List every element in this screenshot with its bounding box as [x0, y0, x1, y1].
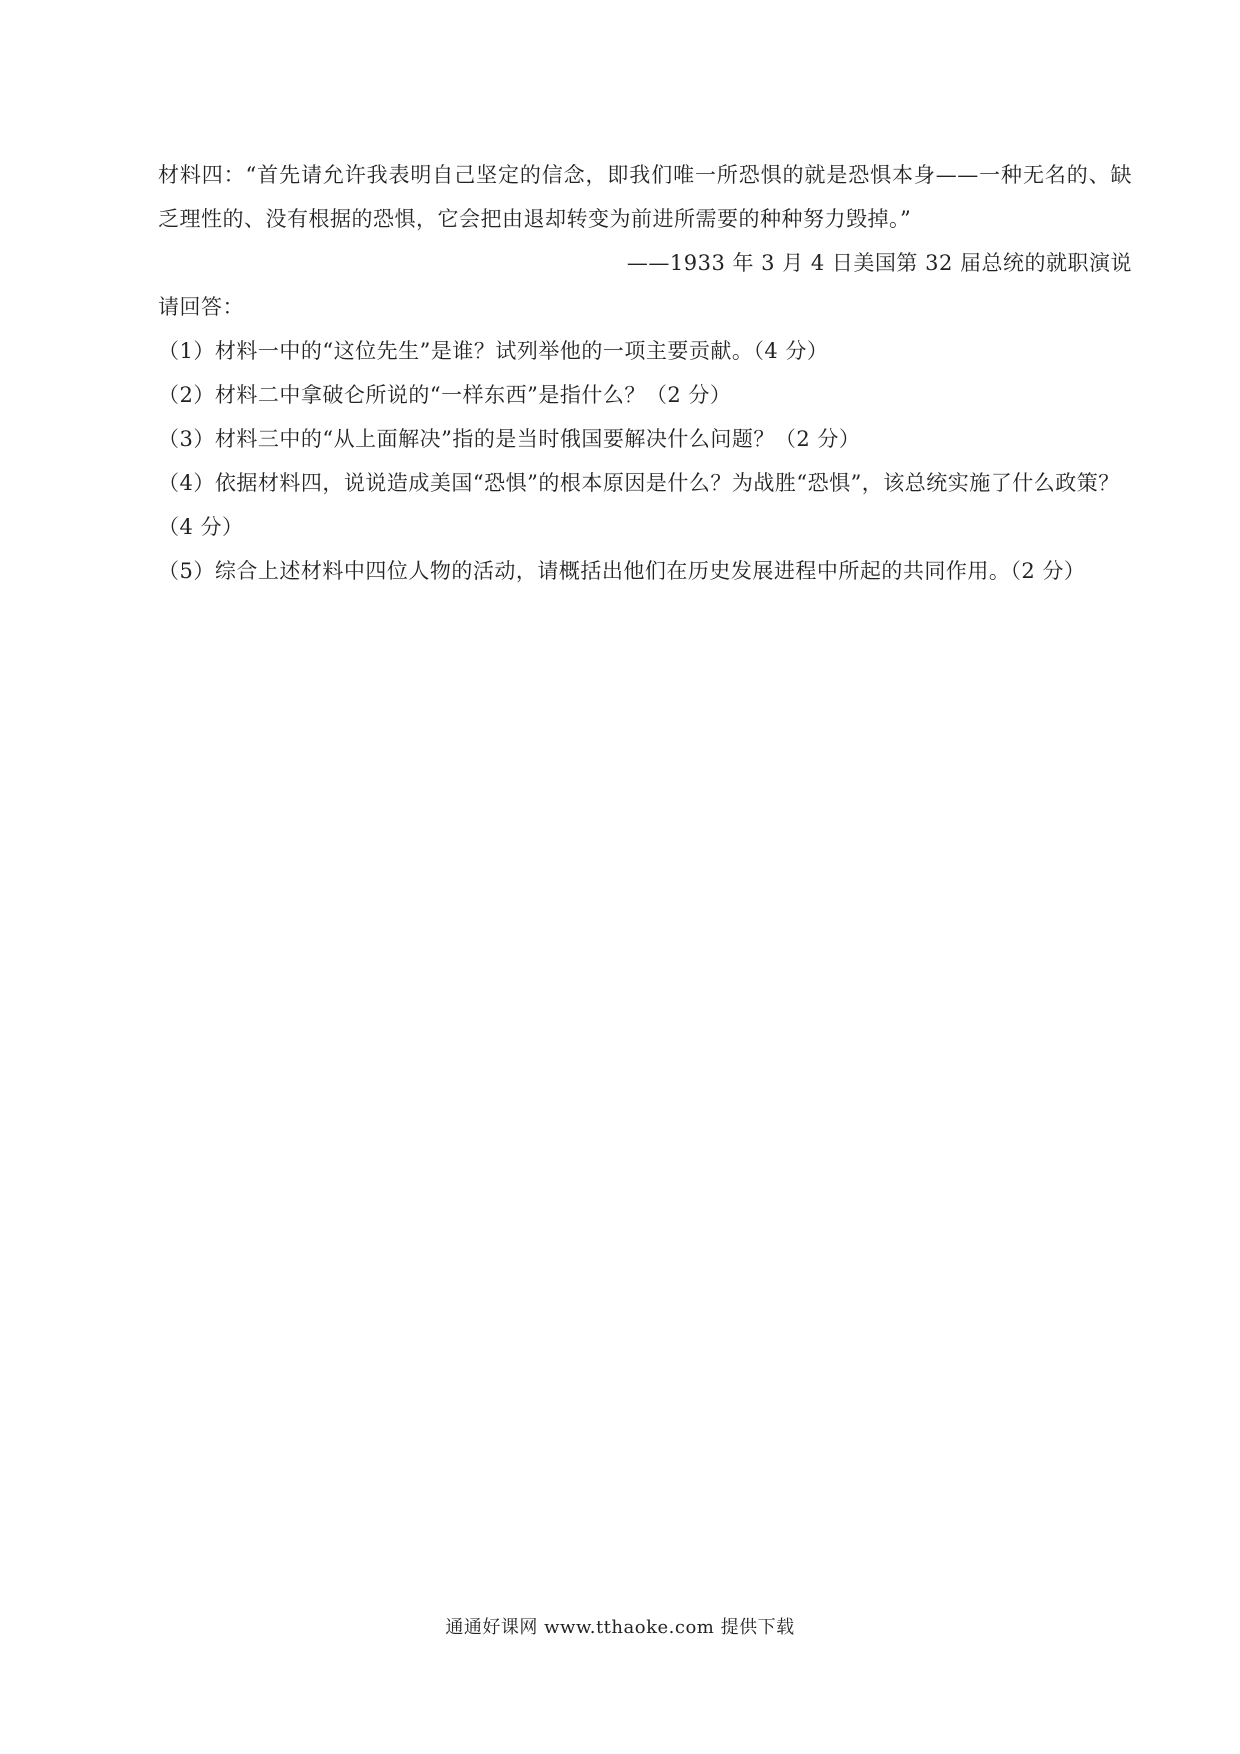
material-four-source: ——1933 年 3 月 4 日美国第 32 届总统的就职演说 [626, 251, 1132, 275]
answer-prompt: 请回答： [158, 295, 244, 319]
question-4: （4）依据材料四，说说造成美国“恐惧”的根本原因是什么？为战胜“恐惧”，该总统实施了什么政策？（4 分） [158, 471, 1120, 539]
material-four-text: 材料四：“首先请允许我表明自己坚定的信念，即我们唯一所恐惧的就是恐惧本身——一种无名的、缺乏理性的、没有根据的恐惧，它会把由退却转变为前进所需要的种种努力毁掉。” [158, 163, 1132, 231]
question-1: （1）材料一中的“这位先生”是谁？试列举他的一项主要贡献。（4 分） [158, 339, 829, 363]
question-3: （3）材料三中的“从上面解决”指的是当时俄国要解决什么问题？（2 分） [158, 427, 861, 451]
question-2: （2）材料二中拿破仑所说的“一样东西”是指什么？（2 分） [158, 383, 732, 407]
page-footer: 通通好课网 www.tthaoke.com 提供下载 [445, 1617, 795, 1638]
question-5: （5）综合上述材料中四位人物的活动，请概括出他们在历史发展进程中所起的共同作用。（2 分） [158, 559, 1086, 583]
page-content [158, 153, 1132, 593]
